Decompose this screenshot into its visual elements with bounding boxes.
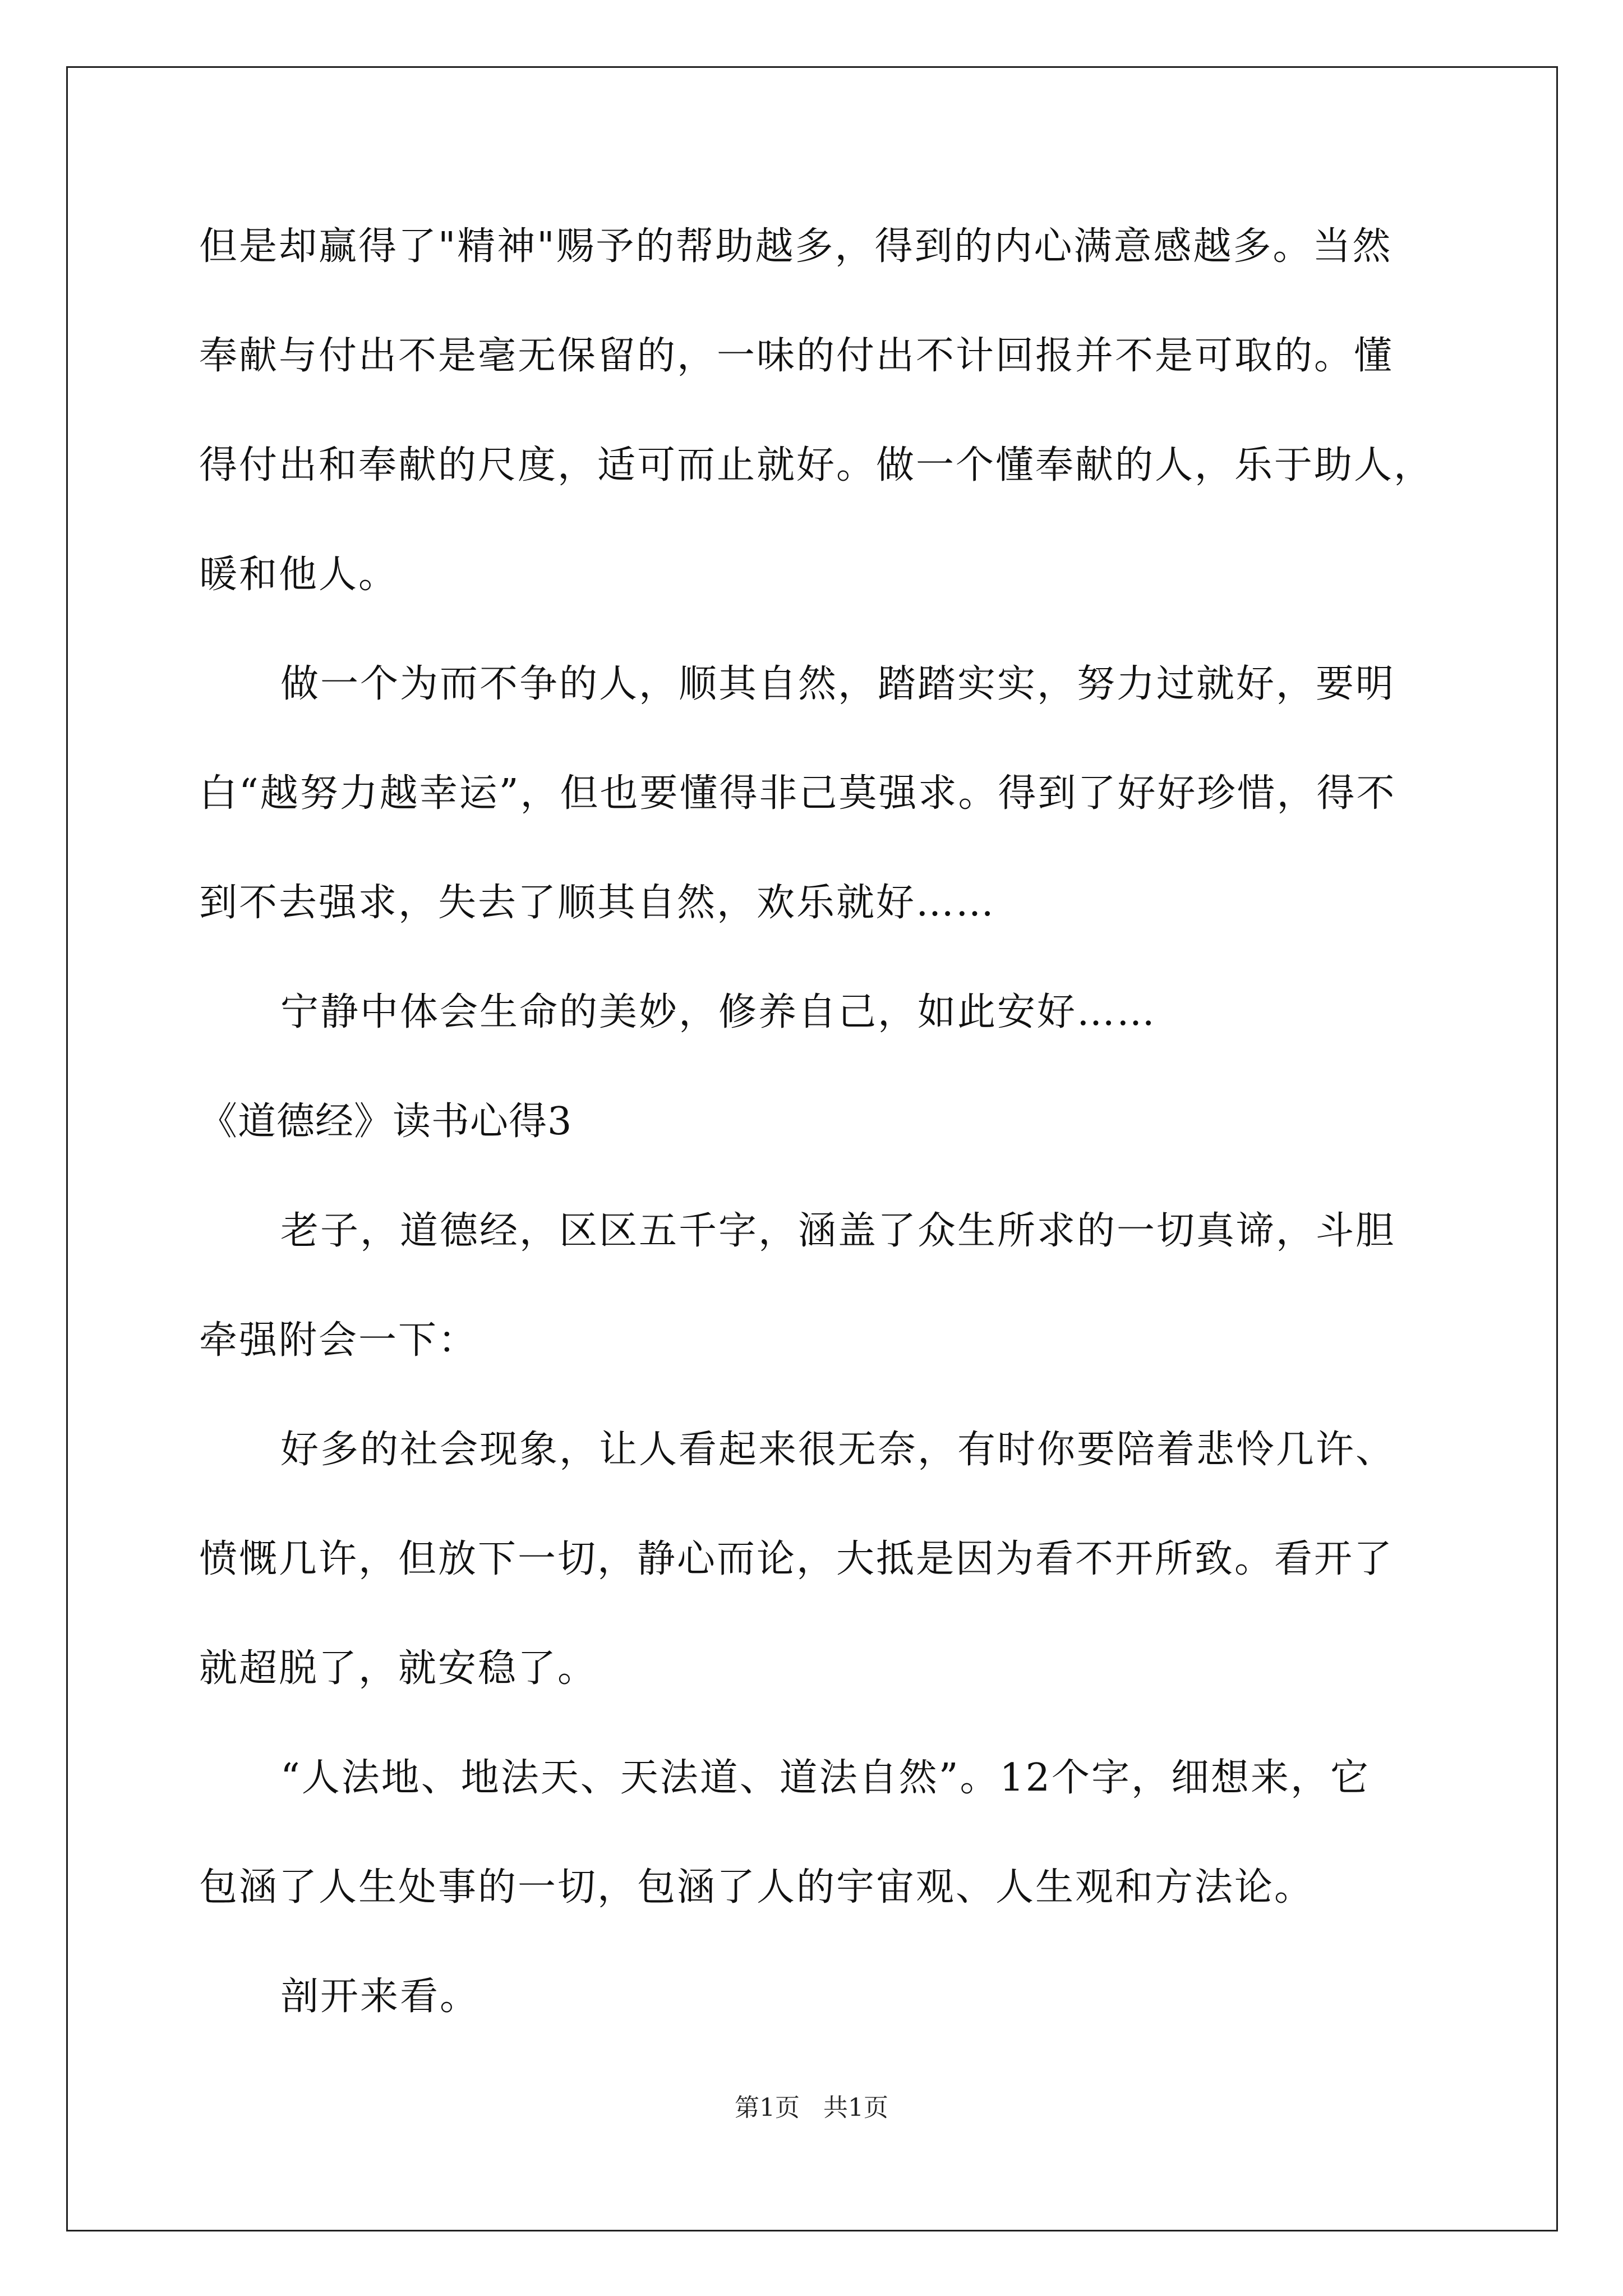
- paragraph-line: 暖和他人。: [199, 553, 399, 597]
- paragraph-line: 白“越努力越幸运”，但也要懂得非己莫强求。得到了好好珍惜，得不: [199, 771, 1396, 816]
- paragraph-line: 愤慨几许，但放下一切，静心而论，大抵是因为看不开所致。看开了: [199, 1537, 1394, 1581]
- paragraph-line: 做一个为而不争的人，顺其自然，踏踏实实，努力过就好，要明: [280, 662, 1396, 706]
- paragraph-line: 宁静中体会生命的美妙，修养自己，如此安好……: [280, 990, 1157, 1034]
- paragraph-line: 包涵了人生处事的一切，包涵了人的宇宙观、人生观和方法论。: [199, 1865, 1315, 1910]
- paragraph-line: “人法地、地法天、天法道、道法自然”。12个字，细想来，它: [280, 1756, 1371, 1800]
- paragraph-line: 但是却赢得了"精神"赐予的帮助越多，得到的内心满意感越多。当然: [199, 224, 1393, 269]
- paragraph-line: 到不去强求，失去了顺其自然，欢乐就好……: [199, 881, 996, 925]
- paragraph-line: 老子，道德经，区区五千字，涵盖了众生所求的一切真谛，斗胆: [280, 1209, 1396, 1253]
- paragraph-line: 就超脱了，就安稳了。: [199, 1646, 598, 1691]
- paragraph-line: 牵强附会一下：: [199, 1318, 478, 1363]
- page-footer: [0, 2091, 1623, 2125]
- paragraph-line: 奉献与付出不是毫无保留的，一味的付出不计回报并不是可取的。懂: [199, 334, 1394, 378]
- page-number: 第1页 共1页: [735, 2093, 888, 2122]
- section-heading: 《道德经》读书心得3: [199, 1099, 573, 1144]
- paragraph-line: 剖开来看。: [280, 1975, 480, 2019]
- paragraph-line: 好多的社会现象，让人看起来很无奈，有时你要陪着悲怜几许、: [280, 1428, 1396, 1472]
- paragraph-line: 得付出和奉献的尺度，适可而止就好。做一个懂奉献的人，乐于助人，: [199, 443, 1434, 487]
